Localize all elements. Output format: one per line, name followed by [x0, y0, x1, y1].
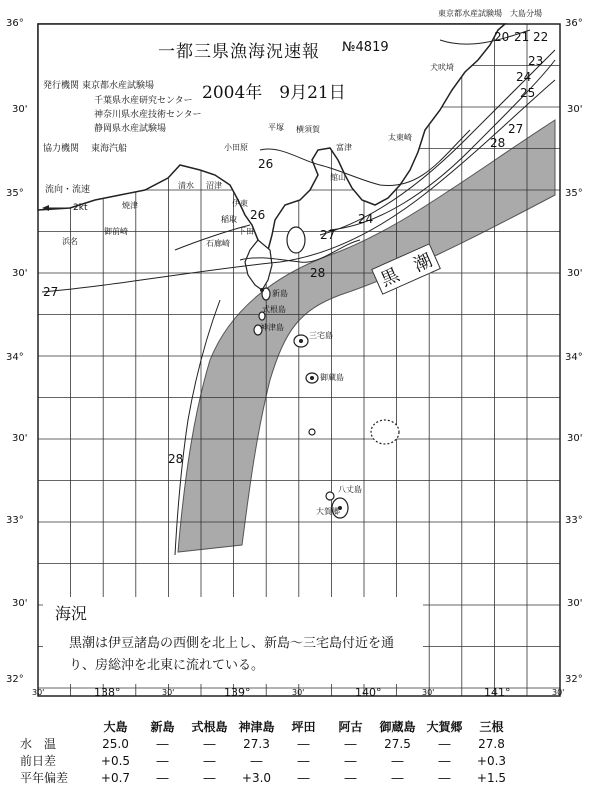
isotherm-label-27-b: 27	[320, 228, 336, 242]
table-cell: ―	[203, 736, 216, 751]
table-cell: ―	[156, 753, 169, 768]
isotherm-label-28-b: 28	[310, 266, 326, 280]
lon-min-label-4: 30'	[422, 688, 435, 697]
isotherm-label-27-c: 27	[43, 285, 59, 299]
place-hiratsuka: 平塚	[268, 123, 284, 132]
isotherm-label-26: 26	[250, 208, 266, 222]
lat-label-34-30: 30'	[12, 268, 28, 279]
table-cell: ―	[297, 753, 310, 768]
isotherm-label-28-c: 28	[168, 452, 184, 466]
table-header-row	[20, 718, 515, 735]
table-cell: ―	[156, 736, 169, 751]
isotherm-label-24-b: 24	[358, 212, 374, 226]
place-inubozaki: 犬吠埼	[430, 63, 454, 72]
lon-min-label-1: 30'	[32, 688, 45, 697]
place-inatori: 稲取	[221, 215, 237, 224]
lon-min-label-3: 30'	[292, 688, 305, 697]
lon-label-140: 140°	[355, 686, 382, 699]
issuer-label: 発行機関	[43, 81, 80, 91]
col-mikurajima: 御蔵島	[379, 720, 416, 734]
issuer-3: 神奈川県水産技術センター	[94, 110, 202, 120]
table-cell: +3.0	[241, 770, 272, 785]
table-cell: +1.5	[476, 770, 507, 785]
lat-label-35-30: 30'	[12, 104, 28, 115]
place-shimoda: 下田	[238, 227, 254, 236]
place-hachijojima: 八丈島	[338, 485, 362, 494]
lat-label-32-right: 32°	[565, 674, 583, 685]
table-cell: ―	[156, 770, 169, 785]
table-row	[20, 769, 515, 786]
table-cell: ―	[438, 736, 451, 751]
place-kozushima: 神津島	[260, 323, 284, 332]
summary-text: 黒潮は伊豆諸島の西側を北上し、新島～三宅島付近を通り、房総沖を北東に流れている。	[69, 636, 395, 673]
isotherm-label-24: 24	[516, 70, 532, 84]
lat-label-36-right: 36°	[565, 18, 583, 29]
lat-label-33-30: 30'	[12, 433, 28, 444]
current-legend-scale: 2kt	[73, 203, 88, 213]
source-label: 東京都水産試験場 大島分場	[438, 9, 542, 18]
table-cell: 27.5	[384, 736, 411, 751]
cooperator-label: 協力機関	[43, 144, 80, 154]
col-okago: 大賀郷	[426, 720, 463, 734]
current-legend-label: 流向・流速	[45, 185, 91, 195]
col-tsubota: 坪田	[291, 720, 316, 734]
isotherm-label-26-b: 26	[258, 157, 274, 171]
place-numazu: 沼津	[206, 181, 222, 190]
place-tateyama: 館山	[330, 173, 346, 182]
table-cell: ―	[391, 753, 404, 768]
place-irozaki: 石廊崎	[206, 239, 230, 248]
isotherm-label-28: 28	[490, 136, 506, 150]
col-kozushima: 神津島	[238, 720, 275, 734]
kuroshio-label: 黒 潮	[371, 243, 441, 295]
place-yaizu: 焼津	[122, 201, 138, 210]
water-temp-table	[20, 718, 515, 786]
place-omaezaki: 御前崎	[104, 227, 128, 236]
place-shimizu: 清水	[178, 181, 194, 190]
report-title: 一都三県漁海況速報	[158, 42, 320, 62]
table-cell: ―	[438, 770, 451, 785]
isotherm-label-23: 23	[528, 54, 544, 68]
table-row	[20, 735, 515, 752]
lat-label-32-30: 30'	[12, 598, 28, 609]
lat-label-35-right: 35°	[565, 188, 583, 199]
table-cell: 27.8	[478, 736, 505, 751]
cooperator: 東海汽船	[91, 144, 128, 154]
lon-label-139: 139°	[224, 686, 251, 699]
lat-label-33-30-right: 30'	[567, 433, 583, 444]
lat-label-33-right: 33°	[565, 515, 583, 526]
lat-label-34-right: 34°	[565, 352, 583, 363]
lat-label-32-30-right: 30'	[567, 598, 583, 609]
col-ako: 阿古	[338, 720, 363, 734]
place-miyakejima: 三宅島	[309, 331, 333, 340]
issuer-2: 千葉県水産研究センター	[94, 96, 193, 106]
table-cell: ―	[297, 736, 310, 751]
table-cell: ―	[391, 770, 404, 785]
report-date: 2004年 9月21日	[202, 83, 346, 103]
lat-label-35: 35°	[6, 188, 24, 199]
table-cell: 25.0	[102, 736, 129, 751]
place-mikurajima: 御蔵島	[320, 373, 344, 382]
summary-box	[43, 597, 423, 684]
summary-title: 海況	[55, 604, 88, 623]
table-cell: ―	[203, 753, 216, 768]
isotherm-label-27: 27	[508, 122, 524, 136]
row-label: 前日差	[20, 754, 57, 768]
isotherm-label-22: 22	[533, 30, 549, 44]
table-cell: +0.5	[100, 753, 131, 768]
lon-label-138: 138°	[94, 686, 121, 699]
table-cell: ―	[203, 770, 216, 785]
issuer-4: 静岡県水産試験場	[94, 124, 167, 134]
isotherm-label-21: 21	[514, 30, 530, 44]
lon-min-label-5: 30'	[552, 688, 565, 697]
table-cell: 27.3	[243, 736, 270, 751]
report-number: №4819	[342, 40, 389, 55]
table-cell: ―	[297, 770, 310, 785]
lat-label-34-30-right: 30'	[567, 268, 583, 279]
place-hamana: 浜名	[62, 237, 78, 246]
col-shikinejima: 式根島	[191, 720, 228, 734]
place-futtsu: 富津	[336, 143, 352, 152]
lat-label-33: 33°	[6, 515, 24, 526]
lon-min-label-2: 30'	[162, 688, 175, 697]
row-label: 水 温	[20, 737, 57, 751]
place-odawara: 小田原	[224, 143, 248, 152]
place-yokosuka: 横須賀	[296, 125, 320, 134]
place-niijima: 新島	[272, 289, 288, 298]
lon-label-141: 141°	[484, 686, 511, 699]
table-cell: ―	[344, 753, 357, 768]
table-cell: ―	[344, 770, 357, 785]
isotherm-label-20: 20	[494, 30, 510, 44]
place-taitozaki: 太東崎	[388, 133, 412, 142]
col-mitsune: 三根	[479, 720, 504, 734]
place-ito: 伊東	[232, 199, 248, 208]
row-label: 平年偏差	[20, 771, 69, 785]
lat-label-32: 32°	[6, 674, 24, 685]
table-cell: ―	[344, 736, 357, 751]
place-shikinejima: 式根島	[262, 305, 286, 314]
table-cell: ―	[438, 753, 451, 768]
issuer-1: 東京都水産試験場	[82, 81, 155, 91]
isotherm-label-25: 25	[520, 86, 536, 100]
lat-label-34: 34°	[6, 352, 24, 363]
col-niijima: 新島	[150, 720, 175, 734]
table-cell: +0.3	[476, 753, 507, 768]
table-cell: +0.7	[100, 770, 131, 785]
lat-label-35-30-right: 30'	[567, 104, 583, 115]
col-oshima: 大島	[103, 720, 128, 734]
place-okago: 大賀郷	[316, 507, 340, 516]
table-row	[20, 752, 515, 769]
table-cell: ―	[250, 753, 263, 768]
lat-label-36: 36°	[6, 18, 24, 29]
